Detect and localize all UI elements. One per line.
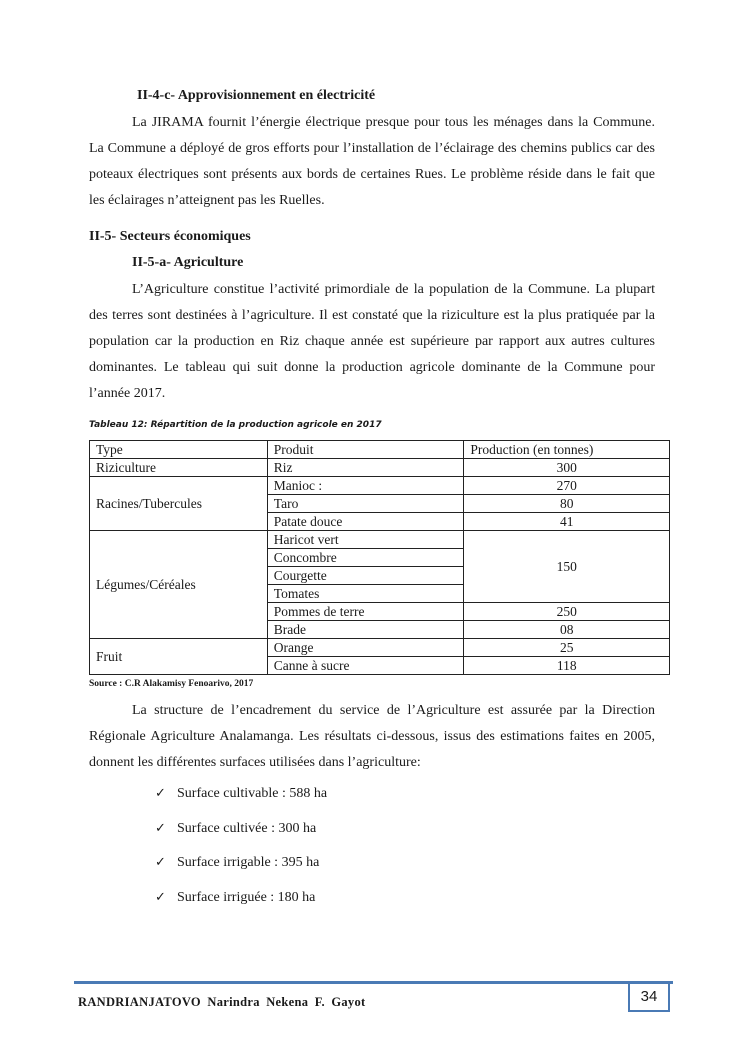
footer-author: RANDRIANJATOVO Narindra Nekena F. Gayot — [78, 995, 366, 1009]
surface-text: Surface irrigable : 395 ha — [177, 855, 320, 870]
product-cell: Orange — [267, 639, 464, 657]
checkmark-icon: ✓ — [155, 786, 166, 801]
product-cell: Haricot vert — [267, 531, 464, 549]
value-cell: 150 — [464, 531, 670, 603]
paragraph-structure: La structure de l’encadrement du service de l’Agriculture est assurée par la Direction Régionale Agriculture Analamanga. Les résultats ci-dessous, issus des estimations faites en 2005, donnent les différentes surfaces utilisées dans l’agriculture: — [89, 703, 655, 770]
product-cell: Pommes de terre — [267, 603, 464, 621]
header-type: Type — [90, 441, 268, 459]
product-cell: Concombre — [267, 549, 464, 567]
surfaces-list — [155, 786, 327, 924]
product-cell: Manioc : — [267, 477, 464, 495]
checkmark-icon: ✓ — [155, 889, 166, 905]
list-item — [155, 821, 327, 856]
checkmark-icon: ✓ — [155, 855, 166, 870]
list-item — [155, 786, 327, 821]
product-cell: Riz — [267, 459, 464, 477]
value-cell: 118 — [464, 657, 670, 675]
table-caption: Tableau 12: Répartition de la production agricole en 2017 — [89, 420, 382, 430]
value-cell: 80 — [464, 495, 670, 513]
surface-text: Surface irriguée : 180 ha — [177, 889, 316, 905]
header-product: Produit — [267, 441, 464, 459]
table-row — [90, 477, 670, 495]
value-cell: 270 — [464, 477, 670, 495]
production-table — [89, 440, 670, 675]
value-cell: 08 — [464, 621, 670, 639]
paragraph-electricity: La JIRAMA fournit l’énergie électrique presque pour tous les ménages dans la Commune. La Commune a déployé de gros efforts pour l’installation de l’éclairage des chemins publics car des poteaux électriques sont présents aux bords de certaines Rues. Le problème réside dans le fait que les éclairages n’atteignent pas les Ruelles. — [89, 115, 655, 208]
product-cell: Courgette — [267, 567, 464, 585]
table-header-row — [90, 441, 670, 459]
heading-agriculture: II-5-a- Agriculture — [132, 255, 244, 270]
product-cell: Taro — [267, 495, 464, 513]
table-row — [90, 639, 670, 657]
list-item — [155, 890, 327, 925]
table-row — [90, 459, 670, 477]
product-cell: Patate douce — [267, 513, 464, 531]
table-row — [90, 531, 670, 549]
paragraph-agriculture: L’Agriculture constitue l’activité primordiale de la population de la Commune. La plupart des terres sont destinées à l’agriculture. Il est constaté que la riziculture est la plus pratiquée par la population car la production en Riz chaque année est supérieure par rapport aux autres cultures dominantes. Le tableau qui suit donne la production agricole dominante de la Commune pour l’année 2017. — [89, 282, 655, 401]
heading-electricity: II-4-c- Approvisionnement en électricité — [137, 88, 376, 103]
surface-text: Surface cultivable : 588 ha — [177, 786, 328, 801]
type-cell: Riziculture — [90, 459, 268, 477]
header-production: Production (en tonnes) — [464, 441, 670, 459]
product-cell: Tomates — [267, 585, 464, 603]
value-cell: 41 — [464, 513, 670, 531]
value-cell: 25 — [464, 639, 670, 657]
checkmark-icon: ✓ — [155, 820, 166, 836]
product-cell: Brade — [267, 621, 464, 639]
footer-divider — [74, 981, 673, 984]
page-number: 34 — [628, 982, 670, 1012]
type-cell: Racines/Tubercules — [90, 477, 268, 531]
surface-text: Surface cultivée : 300 ha — [177, 820, 317, 836]
list-item — [155, 855, 327, 890]
table-source: Source : C.R Alakamisy Fenoarivo, 2017 — [89, 679, 254, 689]
value-cell: 300 — [464, 459, 670, 477]
heading-economic-sectors: II-5- Secteurs économiques — [89, 229, 251, 244]
product-cell: Canne à sucre — [267, 657, 464, 675]
value-cell: 250 — [464, 603, 670, 621]
type-cell: Fruit — [90, 639, 268, 675]
type-cell: Légumes/Céréales — [90, 531, 268, 639]
